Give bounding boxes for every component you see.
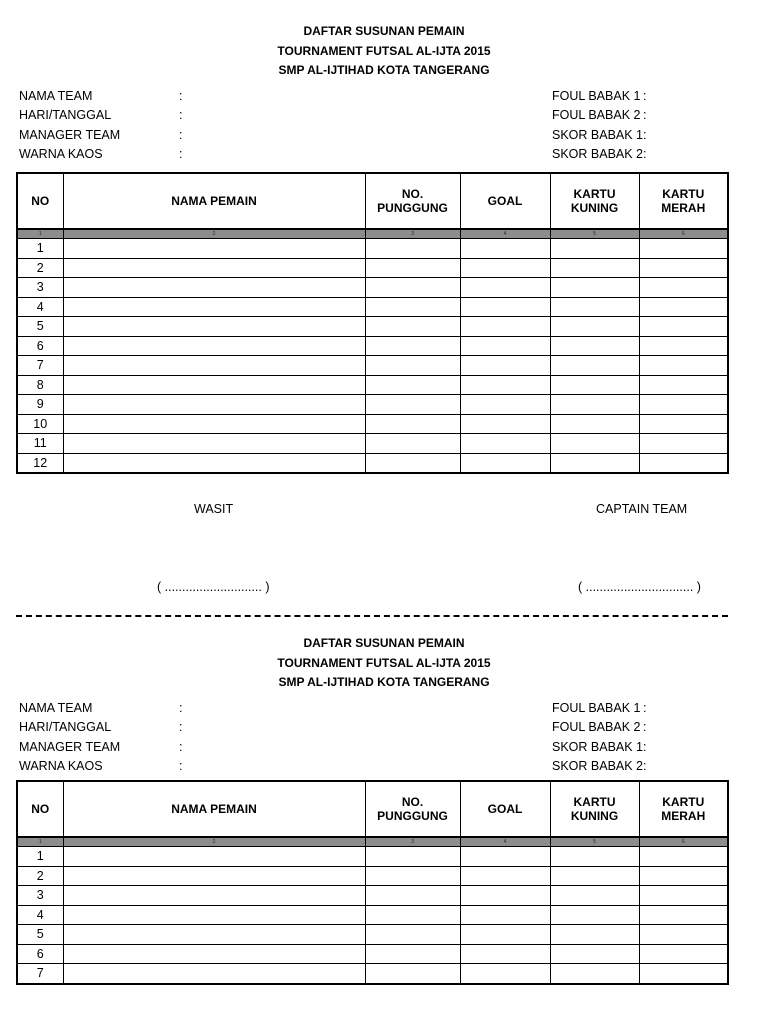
row-number: 8 [17, 375, 63, 395]
table-row [17, 258, 728, 278]
red-card-cell[interactable] [639, 453, 728, 473]
referee-signature-line[interactable]: ( ............................ ) [157, 580, 270, 594]
row-number: 10 [17, 414, 63, 434]
field-warna-kaos[interactable]: WARNA KAOS : [19, 759, 183, 773]
row-number: 7 [17, 356, 63, 376]
header-kartu-merah: KARTU MERAH [639, 781, 728, 837]
header-no: NO [17, 781, 63, 837]
header-kartu-kuning: KARTU KUNING [550, 173, 639, 229]
title-line-1: DAFTAR SUSUNAN PEMAIN [303, 24, 465, 38]
table-header [17, 173, 728, 229]
column-index-cell: 3 [365, 837, 460, 847]
jersey-number-cell[interactable] [365, 356, 460, 376]
field-skor-babak-1[interactable]: SKOR BABAK 1: [552, 739, 647, 754]
yellow-card-cell[interactable] [550, 866, 639, 886]
score-fields [552, 87, 646, 165]
jersey-number-cell[interactable] [365, 336, 460, 356]
header-kartu-merah: KARTU MERAH [639, 173, 728, 229]
yellow-card-cell[interactable] [550, 944, 639, 964]
field-hari-tanggal[interactable]: HARI/TANGGAL : [19, 720, 183, 734]
field-warna-kaos[interactable]: WARNA KAOS : [19, 147, 183, 161]
player-name-cell[interactable] [63, 336, 365, 356]
table-row [17, 317, 728, 337]
goal-cell[interactable] [460, 356, 550, 376]
yellow-card-cell[interactable] [550, 239, 639, 259]
red-card-cell[interactable] [639, 239, 728, 259]
table-row [17, 925, 728, 945]
player-name-cell[interactable] [63, 905, 365, 925]
row-number: 9 [17, 395, 63, 415]
form-bottom [0, 634, 768, 981]
column-index-cell: 4 [460, 837, 550, 847]
team-info [0, 699, 768, 779]
row-number: 2 [17, 866, 63, 886]
goal-cell[interactable] [460, 395, 550, 415]
header-no-punggung: NO. PUNGGUNG [365, 173, 460, 229]
player-name-cell[interactable] [63, 866, 365, 886]
goal-cell[interactable] [460, 964, 550, 984]
column-index-cell: 2 [63, 837, 365, 847]
goal-cell[interactable] [460, 944, 550, 964]
goal-cell[interactable] [460, 905, 550, 925]
field-nama-team[interactable]: NAMA TEAM : [19, 88, 183, 103]
table-row [17, 414, 728, 434]
red-card-cell[interactable] [639, 414, 728, 434]
table-row [17, 278, 728, 298]
yellow-card-cell[interactable] [550, 886, 639, 906]
red-card-cell[interactable] [639, 847, 728, 867]
player-name-cell[interactable] [63, 239, 365, 259]
form-top [0, 22, 768, 594]
field-manager-team[interactable]: MANAGER TEAM : [19, 739, 183, 754]
field-skor-babak-1[interactable]: SKOR BABAK 1: [552, 127, 647, 142]
goal-cell[interactable] [460, 847, 550, 867]
goal-cell[interactable] [460, 239, 550, 259]
goal-cell[interactable] [460, 297, 550, 317]
player-name-cell[interactable] [63, 453, 365, 473]
captain-signature-line[interactable]: ( ............................... ) [578, 580, 701, 594]
table-row [17, 434, 728, 454]
player-name-cell[interactable] [63, 395, 365, 415]
jersey-number-cell[interactable] [365, 944, 460, 964]
title-line-1: DAFTAR SUSUNAN PEMAIN [303, 636, 465, 650]
jersey-number-cell[interactable] [365, 453, 460, 473]
captain-label: CAPTAIN TEAM [596, 502, 688, 516]
jersey-number-cell[interactable] [365, 925, 460, 945]
table-row [17, 964, 728, 984]
jersey-number-cell[interactable] [365, 239, 460, 259]
column-index-cell: 4 [460, 229, 550, 239]
red-card-cell[interactable] [639, 278, 728, 298]
table-row [17, 866, 728, 886]
title-line-3: SMP AL-IJTIHAD KOTA TANGERANG [278, 675, 490, 689]
jersey-number-cell[interactable] [365, 278, 460, 298]
table-row [17, 944, 728, 964]
yellow-card-cell[interactable] [550, 434, 639, 454]
table-row [17, 375, 728, 395]
table-row [17, 356, 728, 376]
red-card-cell[interactable] [639, 434, 728, 454]
player-name-cell[interactable] [63, 375, 365, 395]
red-card-cell[interactable] [639, 317, 728, 337]
column-index-row [17, 837, 728, 847]
yellow-card-cell[interactable] [550, 925, 639, 945]
yellow-card-cell[interactable] [550, 395, 639, 415]
jersey-number-cell[interactable] [365, 258, 460, 278]
field-hari-tanggal[interactable]: HARI/TANGGAL : [19, 108, 183, 122]
table-header [17, 781, 728, 837]
field-foul-babak-1[interactable]: FOUL BABAK 1 : [552, 700, 647, 715]
yellow-card-cell[interactable] [550, 297, 639, 317]
player-name-cell[interactable] [63, 847, 365, 867]
red-card-cell[interactable] [639, 336, 728, 356]
row-number: 7 [17, 964, 63, 984]
title-line-3: SMP AL-IJTIHAD KOTA TANGERANG [278, 63, 490, 77]
title-line-2: TOURNAMENT FUTSAL AL-IJTA 2015 [277, 655, 491, 670]
form-title [0, 22, 768, 81]
table-row [17, 336, 728, 356]
table-row [17, 297, 728, 317]
player-table [16, 780, 729, 985]
goal-cell[interactable] [460, 886, 550, 906]
yellow-card-cell[interactable] [550, 847, 639, 867]
jersey-number-cell[interactable] [365, 886, 460, 906]
player-table [16, 172, 729, 474]
red-card-cell[interactable] [639, 258, 728, 278]
row-number: 3 [17, 886, 63, 906]
goal-cell[interactable] [460, 434, 550, 454]
cut-line [16, 615, 728, 617]
header-nama-pemain: NAMA PEMAIN [63, 173, 365, 229]
red-card-cell[interactable] [639, 886, 728, 906]
goal-cell[interactable] [460, 375, 550, 395]
header-goal: GOAL [460, 173, 550, 229]
player-name-cell[interactable] [63, 944, 365, 964]
field-skor-babak-2[interactable]: SKOR BABAK 2: [552, 759, 647, 773]
goal-cell[interactable] [460, 258, 550, 278]
red-card-cell[interactable] [639, 905, 728, 925]
yellow-card-cell[interactable] [550, 356, 639, 376]
table-row [17, 395, 728, 415]
jersey-number-cell[interactable] [365, 414, 460, 434]
field-foul-babak-2[interactable]: FOUL BABAK 2 : [552, 108, 647, 122]
red-card-cell[interactable] [639, 866, 728, 886]
referee-label: WASIT [194, 502, 234, 516]
header-goal: GOAL [460, 781, 550, 837]
jersey-number-cell[interactable] [365, 395, 460, 415]
team-fields [19, 87, 182, 165]
goal-cell[interactable] [460, 336, 550, 356]
row-number: 5 [17, 925, 63, 945]
goal-cell[interactable] [460, 414, 550, 434]
red-card-cell[interactable] [639, 297, 728, 317]
field-foul-babak-1[interactable]: FOUL BABAK 1 : [552, 88, 647, 103]
yellow-card-cell[interactable] [550, 278, 639, 298]
jersey-number-cell[interactable] [365, 847, 460, 867]
table-row [17, 453, 728, 473]
jersey-number-cell[interactable] [365, 317, 460, 337]
yellow-card-cell[interactable] [550, 964, 639, 984]
goal-cell[interactable] [460, 278, 550, 298]
jersey-number-cell[interactable] [365, 375, 460, 395]
player-name-cell[interactable] [63, 278, 365, 298]
red-card-cell[interactable] [639, 395, 728, 415]
yellow-card-cell[interactable] [550, 317, 639, 337]
team-info [0, 87, 768, 167]
yellow-card-cell[interactable] [550, 375, 639, 395]
header-kartu-kuning: KARTU KUNING [550, 781, 639, 837]
row-number: 1 [17, 239, 63, 259]
column-index-cell: 2 [63, 229, 365, 239]
red-card-cell[interactable] [639, 375, 728, 395]
jersey-number-cell[interactable] [365, 905, 460, 925]
row-number: 2 [17, 258, 63, 278]
column-index-cell: 1 [17, 837, 63, 847]
table-row [17, 847, 728, 867]
red-card-cell[interactable] [639, 964, 728, 984]
goal-cell[interactable] [460, 317, 550, 337]
jersey-number-cell[interactable] [365, 434, 460, 454]
row-number: 3 [17, 278, 63, 298]
table-row [17, 239, 728, 259]
player-name-cell[interactable] [63, 414, 365, 434]
player-name-cell[interactable] [63, 925, 365, 945]
field-manager-team[interactable]: MANAGER TEAM : [19, 127, 183, 142]
column-index-cell: 3 [365, 229, 460, 239]
field-foul-babak-2[interactable]: FOUL BABAK 2 : [552, 720, 647, 734]
player-name-cell[interactable] [63, 356, 365, 376]
player-name-cell[interactable] [63, 258, 365, 278]
goal-cell[interactable] [460, 925, 550, 945]
jersey-number-cell[interactable] [365, 297, 460, 317]
row-number: 4 [17, 905, 63, 925]
yellow-card-cell[interactable] [550, 414, 639, 434]
row-number: 6 [17, 336, 63, 356]
column-index-row [17, 229, 728, 239]
jersey-number-cell[interactable] [365, 964, 460, 984]
row-number: 6 [17, 944, 63, 964]
column-index-cell: 6 [639, 837, 728, 847]
player-name-cell[interactable] [63, 317, 365, 337]
jersey-number-cell[interactable] [365, 866, 460, 886]
field-nama-team[interactable]: NAMA TEAM : [19, 700, 183, 715]
column-index-cell: 5 [550, 837, 639, 847]
form-title [0, 634, 768, 693]
yellow-card-cell[interactable] [550, 453, 639, 473]
player-name-cell[interactable] [63, 886, 365, 906]
goal-cell[interactable] [460, 866, 550, 886]
column-index-cell: 6 [639, 229, 728, 239]
red-card-cell[interactable] [639, 925, 728, 945]
player-name-cell[interactable] [63, 964, 365, 984]
column-index-cell: 5 [550, 229, 639, 239]
table-row [17, 886, 728, 906]
yellow-card-cell[interactable] [550, 905, 639, 925]
yellow-card-cell[interactable] [550, 258, 639, 278]
field-skor-babak-2[interactable]: SKOR BABAK 2: [552, 147, 647, 161]
player-name-cell[interactable] [63, 434, 365, 454]
row-number: 11 [17, 434, 63, 454]
table-row [17, 905, 728, 925]
row-number: 1 [17, 847, 63, 867]
player-name-cell[interactable] [63, 297, 365, 317]
header-no-punggung: NO. PUNGGUNG [365, 781, 460, 837]
row-number: 4 [17, 297, 63, 317]
title-line-2: TOURNAMENT FUTSAL AL-IJTA 2015 [277, 43, 491, 58]
row-number: 5 [17, 317, 63, 337]
row-number: 12 [17, 453, 63, 473]
yellow-card-cell[interactable] [550, 336, 639, 356]
goal-cell[interactable] [460, 453, 550, 473]
header-no: NO [17, 173, 63, 229]
score-fields [552, 699, 646, 777]
red-card-cell[interactable] [639, 356, 728, 376]
red-card-cell[interactable] [639, 944, 728, 964]
team-fields [19, 699, 182, 777]
header-nama-pemain: NAMA PEMAIN [63, 781, 365, 837]
column-index-cell: 1 [17, 229, 63, 239]
